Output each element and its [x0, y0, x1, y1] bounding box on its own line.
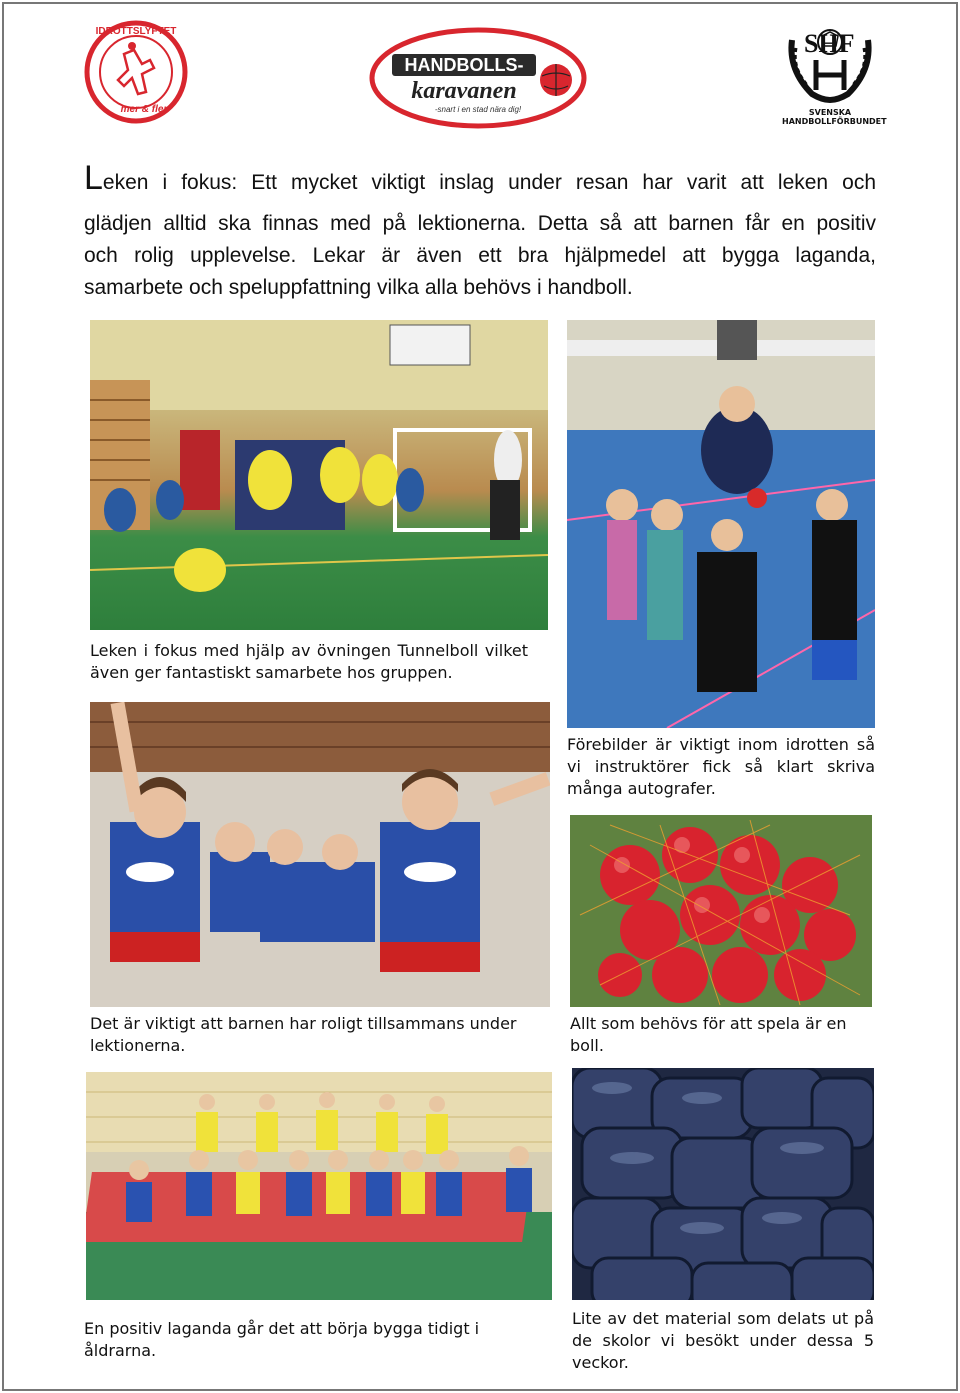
laganda-caption-line-1: En positiv laganda går det att börja bygga tidigt i åldrarna.	[84, 1319, 480, 1360]
svenska-handbollforbundet-logo	[782, 20, 887, 132]
boll-caption-line-2: boll.	[570, 1036, 604, 1055]
roligt-caption	[90, 1013, 550, 1057]
shf-monogram: SHF	[804, 29, 855, 58]
material-caption-line-1: Lite av det material som delats ut på	[572, 1309, 874, 1328]
material-caption	[572, 1308, 874, 1374]
tunnelboll-caption-line-1: Leken i fokus med hjälp av övningen Tunnelboll vilket	[90, 641, 528, 660]
forebilder-caption	[567, 734, 875, 800]
roligt-caption-line-1: Det är viktigt att barnen har roligt tillsammans under	[90, 1014, 517, 1033]
tunnelboll-caption-line-2: även ger fantastiskt samarbete hos gruppen.	[90, 663, 453, 682]
idrottslyftet-logo	[84, 20, 188, 124]
balls-in-net-photo	[570, 815, 872, 1007]
handbollskaravanen-script: karavanen	[411, 78, 517, 104]
group-on-mats-photo	[86, 1072, 552, 1300]
cheering-girls-photo	[90, 702, 550, 1007]
intro-line-1	[84, 159, 876, 197]
idrottslyftet-logo-text: IDROTTSLYFTET	[95, 26, 177, 37]
forebilder-caption-line-3: många autografer.	[567, 779, 716, 798]
equipment-bags-photo	[572, 1068, 874, 1300]
intro-line-3: och rolig upplevelse. Lekar är även ett bra hjälpmedel att bygga laganda,	[84, 244, 876, 267]
boll-caption	[570, 1013, 872, 1057]
forebilder-caption-line-2: vi instruktörer fick så klart skriva	[567, 757, 875, 776]
intro-paragraph	[84, 159, 876, 304]
intro-line-2: glädjen alltid ska finnas med på lektionerna. Detta så att barnen får en positiv	[84, 212, 876, 235]
intro-line-1-text: eken i fokus: Ett mycket viktigt inslag under resan har varit att leken och	[102, 171, 876, 194]
forebilder-caption-line-1: Förebilder är viktigt inom idrotten så	[567, 735, 875, 754]
handbollskaravanen-tagline: -snart i en stad nära dig!	[434, 105, 522, 114]
handbollskaravanen-logo	[368, 26, 592, 130]
material-caption-line-2: de skolor vi besökt under dessa 5	[572, 1331, 874, 1350]
boll-caption-line-1: Allt som behövs för att spela är en	[570, 1014, 847, 1033]
intro-dropcap: L	[84, 159, 103, 197]
roligt-caption-line-2: lektionerna.	[90, 1036, 186, 1055]
handbollskaravanen-title: HANDBOLLS-	[404, 55, 524, 75]
shf-name-line-2: HANDBOLLFÖRBUNDET	[782, 117, 887, 126]
intro-line-4: samarbete och speluppfattning vilka alla behövs i handboll.	[84, 276, 633, 299]
laganda-caption	[84, 1318, 554, 1362]
tunnelboll-photo	[90, 320, 548, 630]
forebilder-photo	[567, 320, 875, 728]
shf-name-line-1: SVENSKA	[808, 108, 852, 117]
idrottslyftet-logo-sub: mer & fler	[120, 104, 168, 115]
material-caption-line-3: veckor.	[572, 1353, 629, 1372]
tunnelboll-caption	[90, 640, 528, 684]
